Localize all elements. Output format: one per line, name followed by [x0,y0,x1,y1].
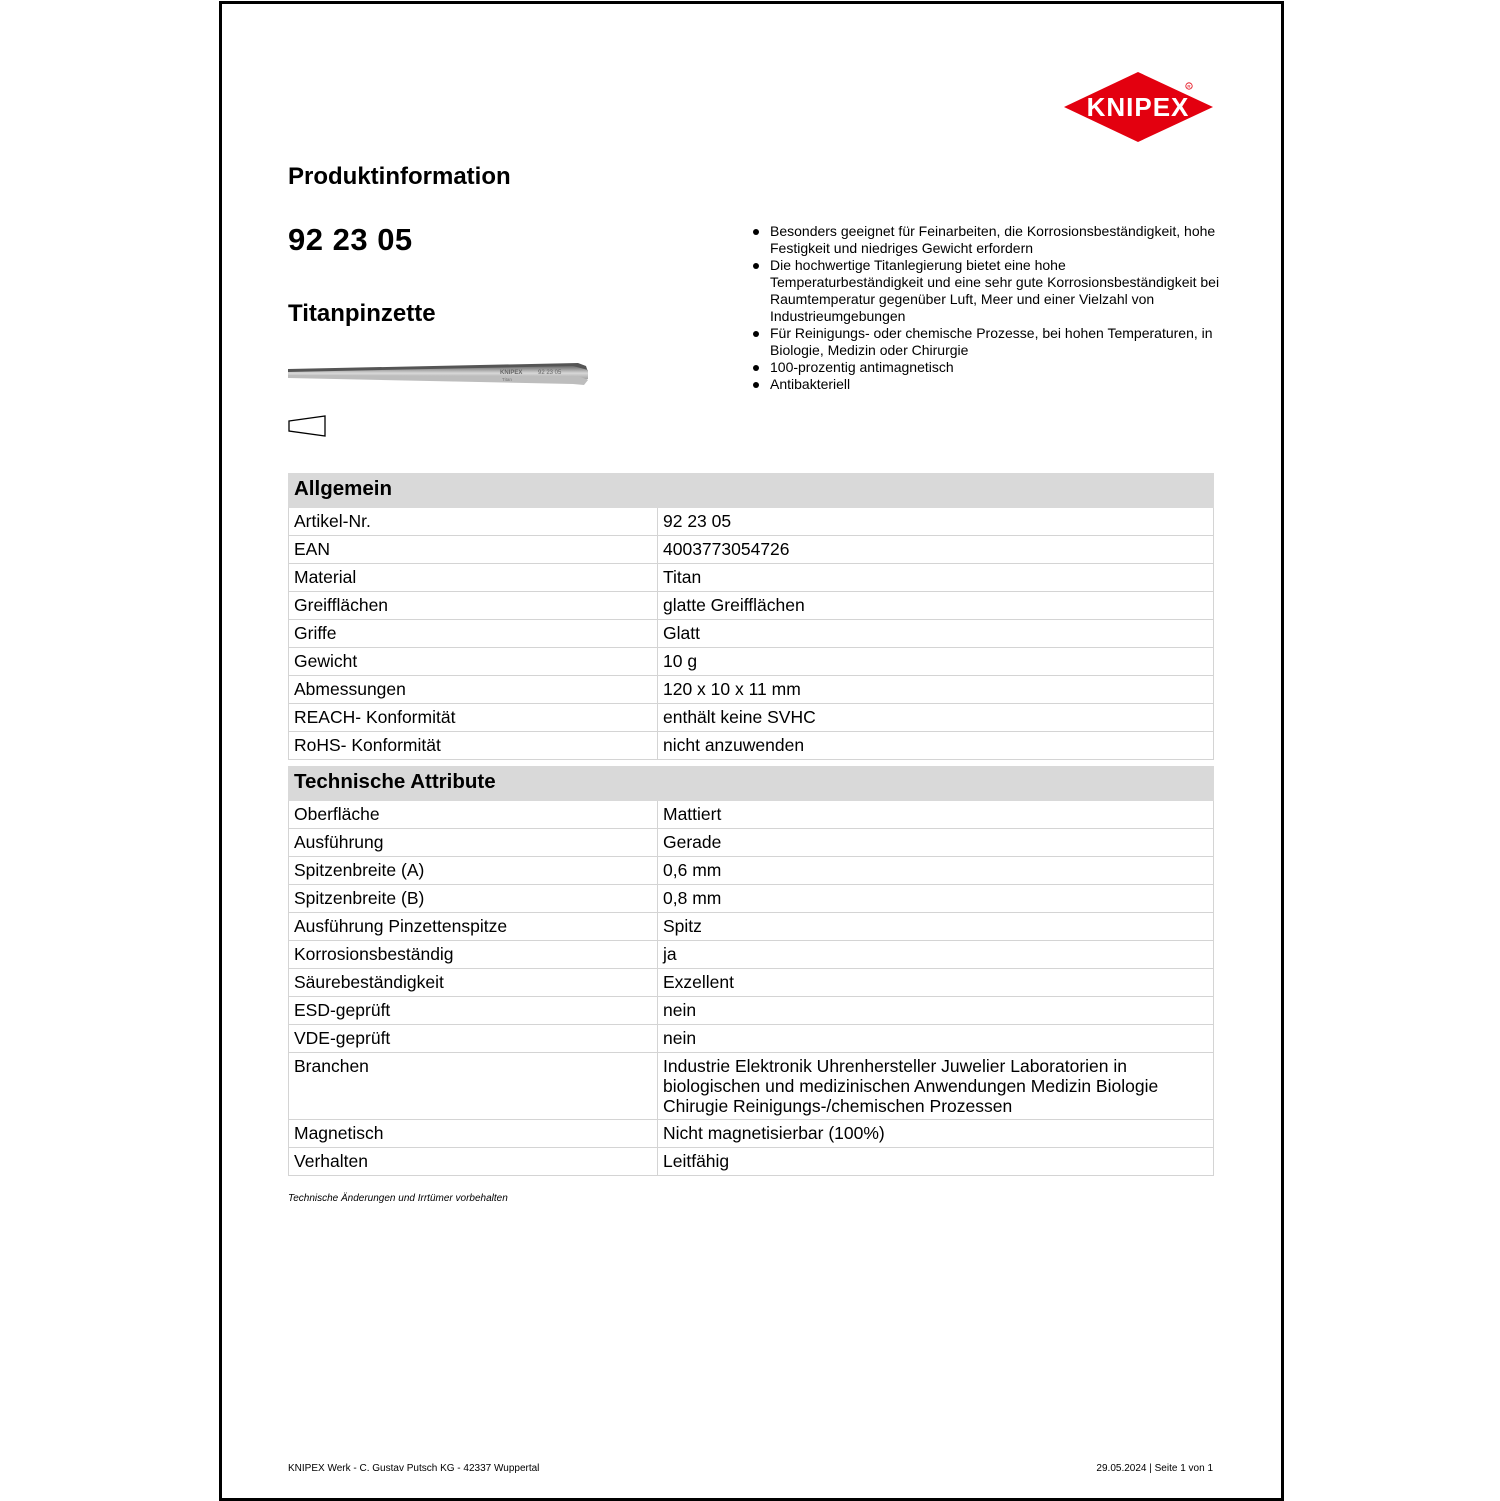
table-row [289,801,1214,829]
table-row [289,885,1214,913]
disclaimer-text: Technische Änderungen und Irrtümer vorbehalten [288,1193,508,1204]
table-row [289,941,1214,969]
footer-date-page: 29.05.2024 | Seite 1 von 1 [1096,1463,1213,1474]
engraving-brand: KNIPEX [500,370,523,376]
table-row [289,1120,1214,1148]
section-title: Allgemein [289,474,1214,508]
spec-value: enthält keine SVHC [658,704,1214,732]
spec-label: Spitzenbreite (B) [289,885,658,913]
section-gap [289,760,1214,767]
tip-shape-icon [288,414,326,438]
feature-item: Für Reinigungs- oder chemische Prozesse, bei hohen Temperaturen, in Biologie, Medizin oder Chirurgie [752,325,1222,359]
spec-label: Spitzenbreite (A) [289,857,658,885]
spec-label: Oberfläche [289,801,658,829]
feature-item: Besonders geeignet für Feinarbeiten, die Korrosionsbeständigkeit, hohe Festigkeit und niedriges Gewicht erfordern [752,223,1222,257]
spec-label: Korrosionsbeständig [289,941,658,969]
engraving-number: 92 23 05 [538,370,562,376]
spec-value: Titan [658,564,1214,592]
spec-label: Magnetisch [289,1120,658,1148]
spec-value: Leitfähig [658,1148,1214,1176]
spec-value: ja [658,941,1214,969]
table-row [289,592,1214,620]
spec-value: Nicht magnetisierbar (100%) [658,1120,1214,1148]
feature-item: Die hochwertige Titanlegierung bietet eine hohe Temperaturbeständigkeit und eine sehr gute Korrosionsbeständigkeit bei Raumtemperatur gegenüber Luft, Meer und einer Vielzahl von Industrieumgebungen [752,257,1222,325]
table-row [289,1053,1214,1120]
spec-label: Griffe [289,620,658,648]
spec-value: Spitz [658,913,1214,941]
table-row [289,732,1214,760]
spec-value: nicht anzuwenden [658,732,1214,760]
spec-label: REACH- Konformität [289,704,658,732]
spec-label: Ausführung Pinzettenspitze [289,913,658,941]
spec-label: Material [289,564,658,592]
spec-label: Branchen [289,1053,658,1120]
table-row [289,508,1214,536]
table-row [289,676,1214,704]
section-title: Technische Attribute [289,767,1214,801]
table-row [289,1025,1214,1053]
spec-value: Industrie Elektronik Uhrenhersteller Juwelier Laboratorien in biologischen und medizinischen Anwendungen Medizin Biologie Chirugie Reinigungs-/chemischen Prozessen [658,1053,1214,1120]
table-row [289,913,1214,941]
spec-value: 4003773054726 [658,536,1214,564]
spec-label: Ausführung [289,829,658,857]
table-row [289,829,1214,857]
spec-value: Mattiert [658,801,1214,829]
section-header [289,474,1214,508]
table-row [289,704,1214,732]
table-row [289,648,1214,676]
spec-value: nein [658,1025,1214,1053]
feature-list [752,223,1222,393]
table-row [289,857,1214,885]
spec-value: Glatt [658,620,1214,648]
spec-label: VDE-geprüft [289,1025,658,1053]
spec-value: 10 g [658,648,1214,676]
feature-item: 100-prozentig antimagnetisch [752,359,1222,376]
spec-value: nein [658,997,1214,1025]
spec-label: EAN [289,536,658,564]
spec-label: Greifflächen [289,592,658,620]
spec-label: Abmessungen [289,676,658,704]
product-name-heading: Titanpinzette [288,300,436,327]
spec-value: Gerade [658,829,1214,857]
spec-value: 0,6 mm [658,857,1214,885]
feature-item: Antibakteriell [752,376,1222,393]
spec-value: 0,8 mm [658,885,1214,913]
spec-label: Verhalten [289,1148,658,1176]
spec-label: Säurebeständigkeit [289,969,658,997]
spec-value: 92 23 05 [658,508,1214,536]
knipex-logo [1062,70,1215,144]
spec-label: Artikel-Nr. [289,508,658,536]
spec-value: 120 x 10 x 11 mm [658,676,1214,704]
tweezers-image [288,352,590,402]
table-row [289,564,1214,592]
svg-text:R: R [1187,84,1191,89]
table-row [289,1148,1214,1176]
article-number-heading: 92 23 05 [288,222,413,257]
spec-label: ESD-geprüft [289,997,658,1025]
table-row [289,997,1214,1025]
specifications-table [288,473,1214,1176]
svg-text:KNIPEX: KNIPEX [1086,92,1190,122]
spec-label: Gewicht [289,648,658,676]
table-row [289,536,1214,564]
table-row [289,620,1214,648]
engraving-material: Titan [502,377,512,382]
spec-value: Exzellent [658,969,1214,997]
table-row [289,969,1214,997]
section-header [289,767,1214,801]
spec-value: glatte Greifflächen [658,592,1214,620]
spec-label: RoHS- Konformität [289,732,658,760]
page-title: Produktinformation [288,163,511,190]
footer-company: KNIPEX Werk - C. Gustav Putsch KG - 42337 Wuppertal [288,1463,540,1474]
